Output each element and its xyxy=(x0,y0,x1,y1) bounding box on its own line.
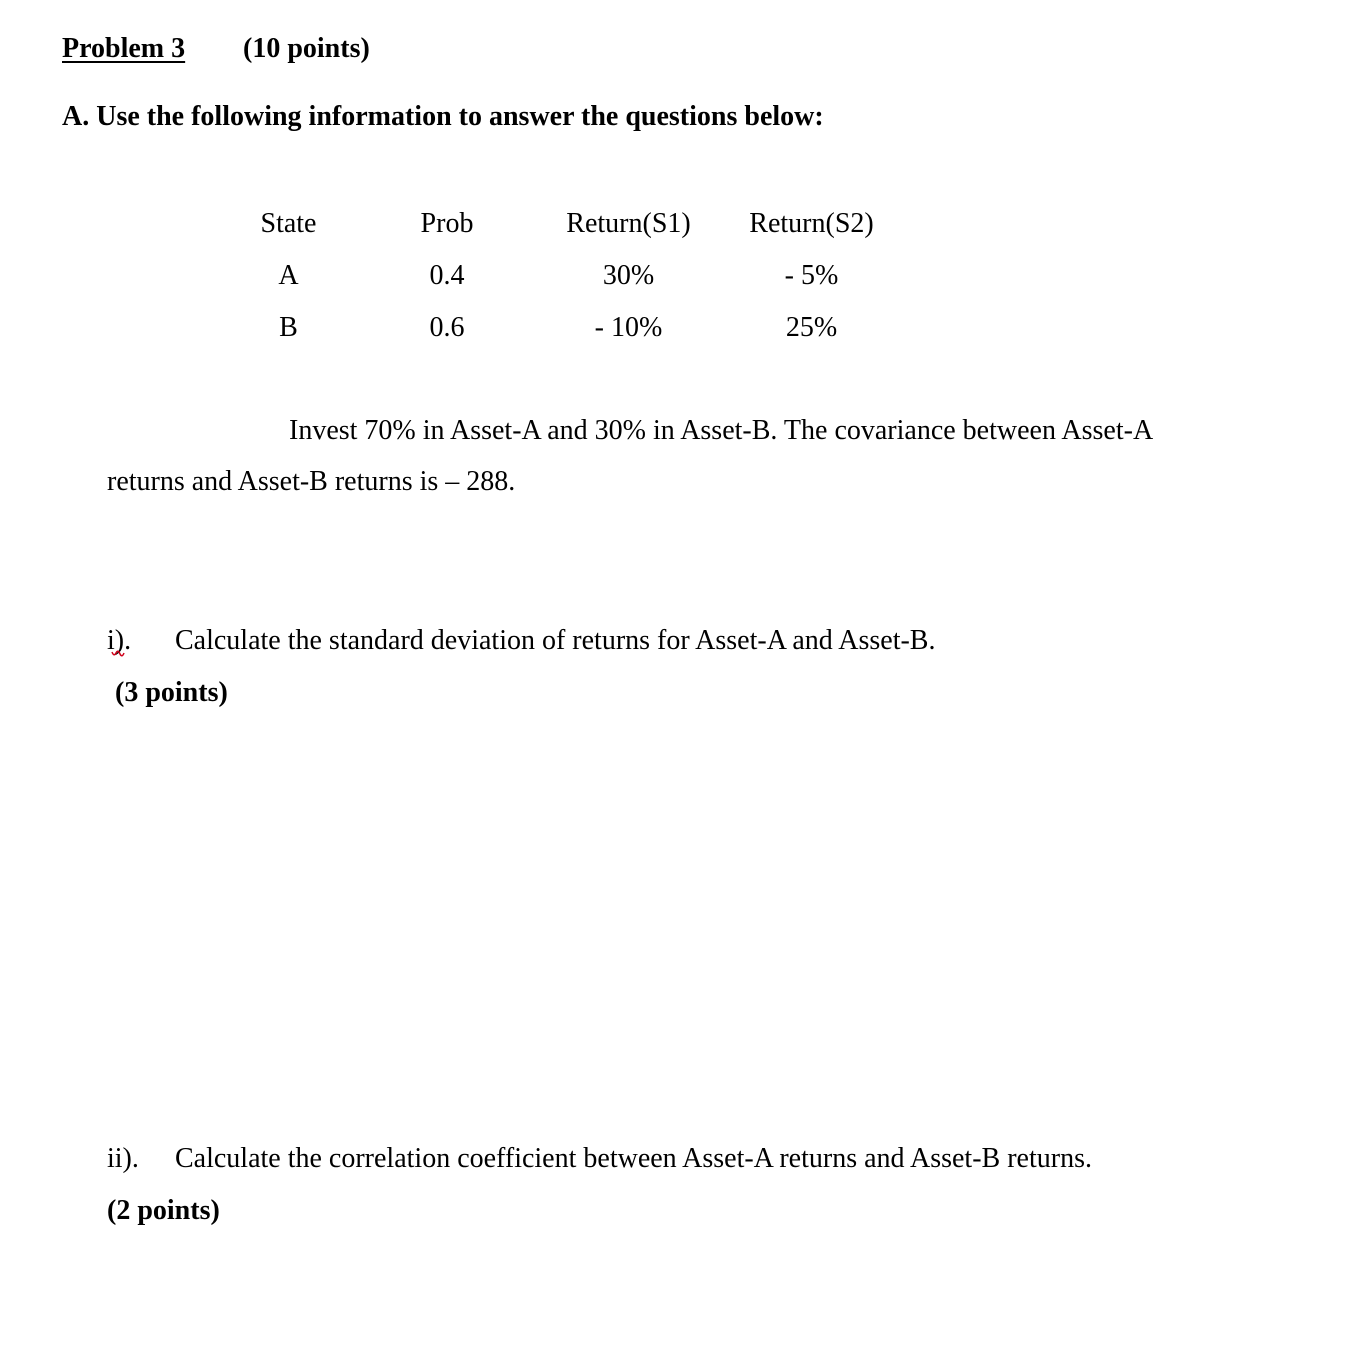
cell-return-s2: - 5% xyxy=(784,260,839,291)
question-2-text: Calculate the correlation coefficient between Asset-A returns and Asset-B returns. xyxy=(175,1143,1092,1174)
spellcheck-marked-text xyxy=(107,625,131,657)
cell-state: B xyxy=(279,312,298,343)
header-state: State xyxy=(260,208,317,239)
cell-return-s1: - 10% xyxy=(594,312,663,343)
cell-return-s1: 30% xyxy=(602,260,655,291)
cell-prob: 0.4 xyxy=(429,260,465,291)
part-a-heading: A. Use the following information to answer the questions below: xyxy=(62,101,824,132)
spellcheck-squiggle-icon xyxy=(111,650,125,658)
question-1-points: (3 points) xyxy=(115,677,228,708)
info-line-2: returns and Asset-B returns is – 288. xyxy=(107,466,516,497)
returns-table xyxy=(220,198,903,354)
cell-return-s2: 25% xyxy=(785,312,838,343)
question-1-text: Calculate the standard deviation of returns for Asset-A and Asset-B. xyxy=(175,625,936,656)
table-row xyxy=(220,302,903,354)
problem-title: Problem 3 xyxy=(62,33,186,64)
question-1-number-label: i). xyxy=(107,625,132,656)
question-2-number: ii). xyxy=(107,1143,139,1174)
table-header-row xyxy=(220,198,903,250)
cell-state: A xyxy=(278,260,299,291)
question-2-points: (2 points) xyxy=(107,1195,220,1226)
header-prob: Prob xyxy=(420,208,474,239)
header-return-s1: Return(S1) xyxy=(566,208,691,239)
problem-points: (10 points) xyxy=(243,33,370,64)
table-row xyxy=(220,250,903,302)
cell-prob: 0.6 xyxy=(429,312,465,343)
header-return-s2: Return(S2) xyxy=(749,208,874,239)
question-1-number xyxy=(107,625,131,657)
info-line-1: Invest 70% in Asset-A and 30% in Asset-B. The covariance between Asset-A xyxy=(289,415,1154,446)
